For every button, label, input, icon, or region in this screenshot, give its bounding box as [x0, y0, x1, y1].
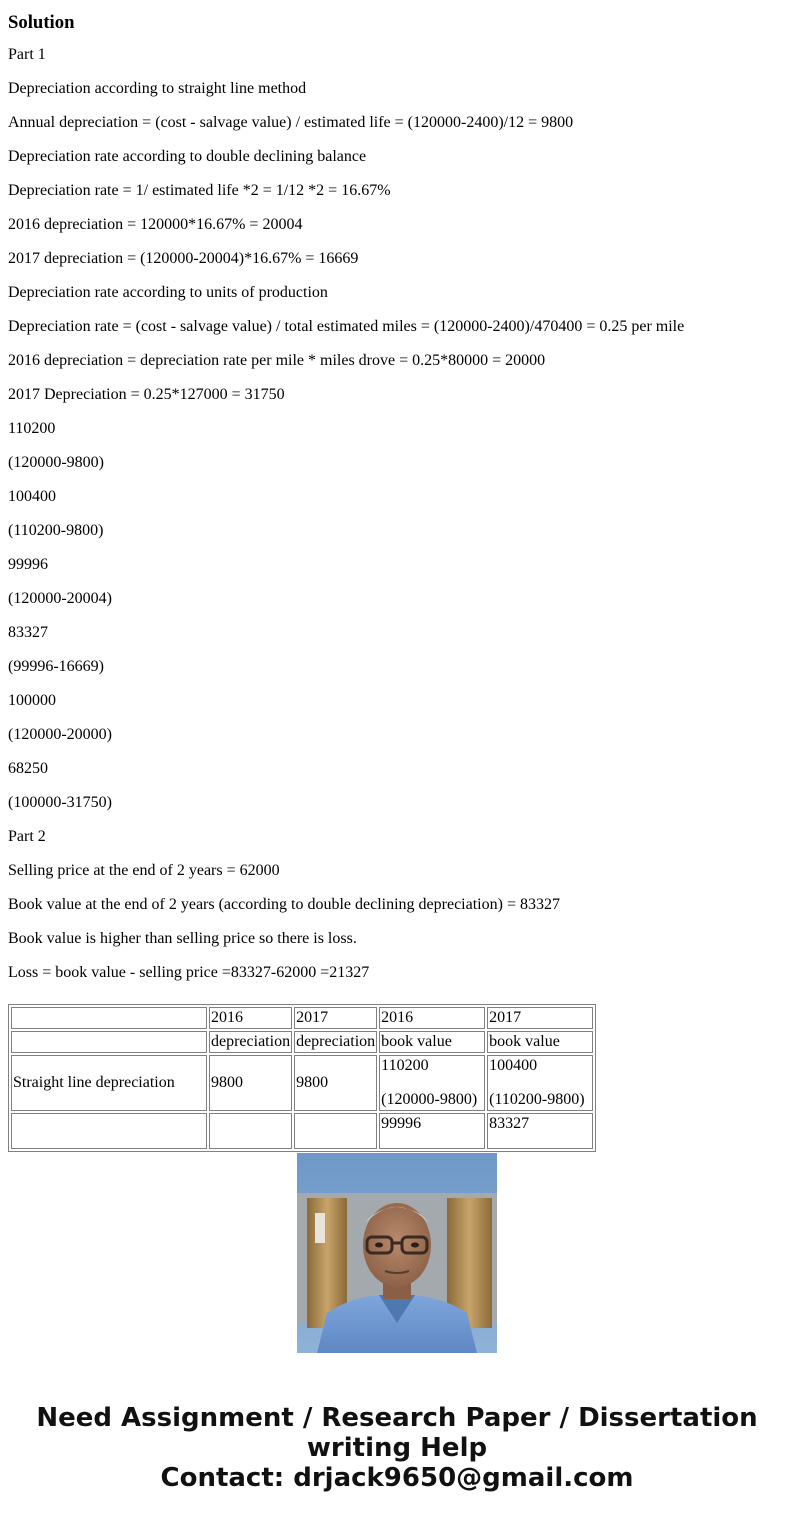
paragraph: (99996-16669) — [8, 658, 104, 675]
row-label: Straight line depreciation — [11, 1055, 207, 1111]
paragraph: 2017 Depreciation = 0.25*127000 = 31750 — [8, 386, 285, 403]
solution-paragraphs — [8, 46, 788, 998]
paragraph: Selling price at the end of 2 years = 62000 — [8, 862, 280, 879]
paragraph: 99996 — [8, 556, 48, 573]
paragraph: 100000 — [8, 692, 56, 709]
table-cell — [11, 1113, 207, 1149]
paragraph: 68250 — [8, 760, 48, 777]
paragraph: Depreciation rate according to units of production — [8, 284, 328, 301]
paragraph: Depreciation rate = 1/ estimated life *2 = 1/12 *2 = 16.67% — [8, 182, 391, 199]
paragraph: 2017 depreciation = (120000-20004)*16.67% = 16669 — [8, 250, 359, 267]
book-value: 83327 — [489, 1115, 530, 1132]
table-cell: 2017 — [294, 1007, 377, 1029]
paragraph: 110200 — [8, 420, 56, 437]
table-cell — [379, 1055, 485, 1111]
table-cell: 2016 — [379, 1007, 485, 1029]
book-value-calc: (110200-9800) — [489, 1091, 585, 1108]
paragraph: (100000-31750) — [8, 794, 112, 811]
paragraph: (120000-20004) — [8, 590, 112, 607]
depreciation-table-clip — [8, 1004, 608, 1132]
table-cell — [11, 1031, 207, 1053]
depreciation-table — [8, 1004, 596, 1152]
paragraph: (120000-20000) — [8, 726, 112, 743]
table-cell: book value — [379, 1031, 485, 1053]
paragraph: Book value at the end of 2 years (according to double declining depreciation) = 83327 — [8, 896, 560, 913]
table-row — [11, 1055, 593, 1111]
solution-heading: Solution — [8, 12, 75, 33]
table-row — [11, 1113, 593, 1149]
table-cell — [487, 1113, 593, 1149]
paragraph: (110200-9800) — [8, 522, 104, 539]
paragraph: 2016 depreciation = depreciation rate per mile * miles drove = 0.25*80000 = 20000 — [8, 352, 546, 369]
table-cell — [294, 1113, 377, 1149]
book-value: 100400 — [489, 1057, 538, 1074]
paragraph: Depreciation according to straight line method — [8, 80, 307, 97]
table-cell: 9800 — [294, 1055, 377, 1111]
table-cell — [487, 1055, 593, 1111]
paragraph: Loss = book value - selling price =83327-62000 =21327 — [8, 964, 370, 981]
book-value-calc: (120000-9800) — [381, 1091, 478, 1108]
author-avatar — [297, 1153, 497, 1353]
paragraph: 83327 — [8, 624, 48, 641]
paragraph: Book value is higher than selling price so there is loss. — [8, 930, 357, 947]
book-value: 99996 — [381, 1115, 422, 1132]
table-cell: book value — [487, 1031, 593, 1053]
promo-footer — [0, 1403, 794, 1493]
paragraph: Depreciation rate according to double declining balance — [8, 148, 367, 165]
table-row — [11, 1007, 593, 1029]
promo-line: writing Help — [306, 1433, 488, 1463]
table-row — [11, 1031, 593, 1053]
table-cell: depreciation — [209, 1031, 292, 1053]
table-cell — [209, 1113, 292, 1149]
book-value: 110200 — [381, 1057, 429, 1074]
table-cell: 2016 — [209, 1007, 292, 1029]
paragraph: Part 2 — [8, 828, 46, 845]
table-cell: 2017 — [487, 1007, 593, 1029]
table-cell: depreciation — [294, 1031, 377, 1053]
paragraph: (120000-9800) — [8, 454, 104, 471]
author-portrait-image — [297, 1153, 497, 1353]
table-cell — [11, 1007, 207, 1029]
contact-line: Contact: drjack9650@gmail.com — [160, 1463, 634, 1493]
solution-document — [8, 0, 788, 998]
table-cell: 9800 — [209, 1055, 292, 1111]
paragraph: 100400 — [8, 488, 56, 505]
paragraph: Annual depreciation = (cost - salvage value) / estimated life = (120000-2400)/12 = 9800 — [8, 114, 574, 131]
paragraph: Part 1 — [8, 46, 46, 63]
paragraph: Depreciation rate = (cost - salvage value) / total estimated miles = (120000-2400)/470400 = 0.25 per mile — [8, 318, 685, 335]
paragraph: 2016 depreciation = 120000*16.67% = 20004 — [8, 216, 303, 233]
table-cell — [379, 1113, 485, 1149]
promo-line: Need Assignment / Research Paper / Dissertation — [36, 1403, 758, 1433]
